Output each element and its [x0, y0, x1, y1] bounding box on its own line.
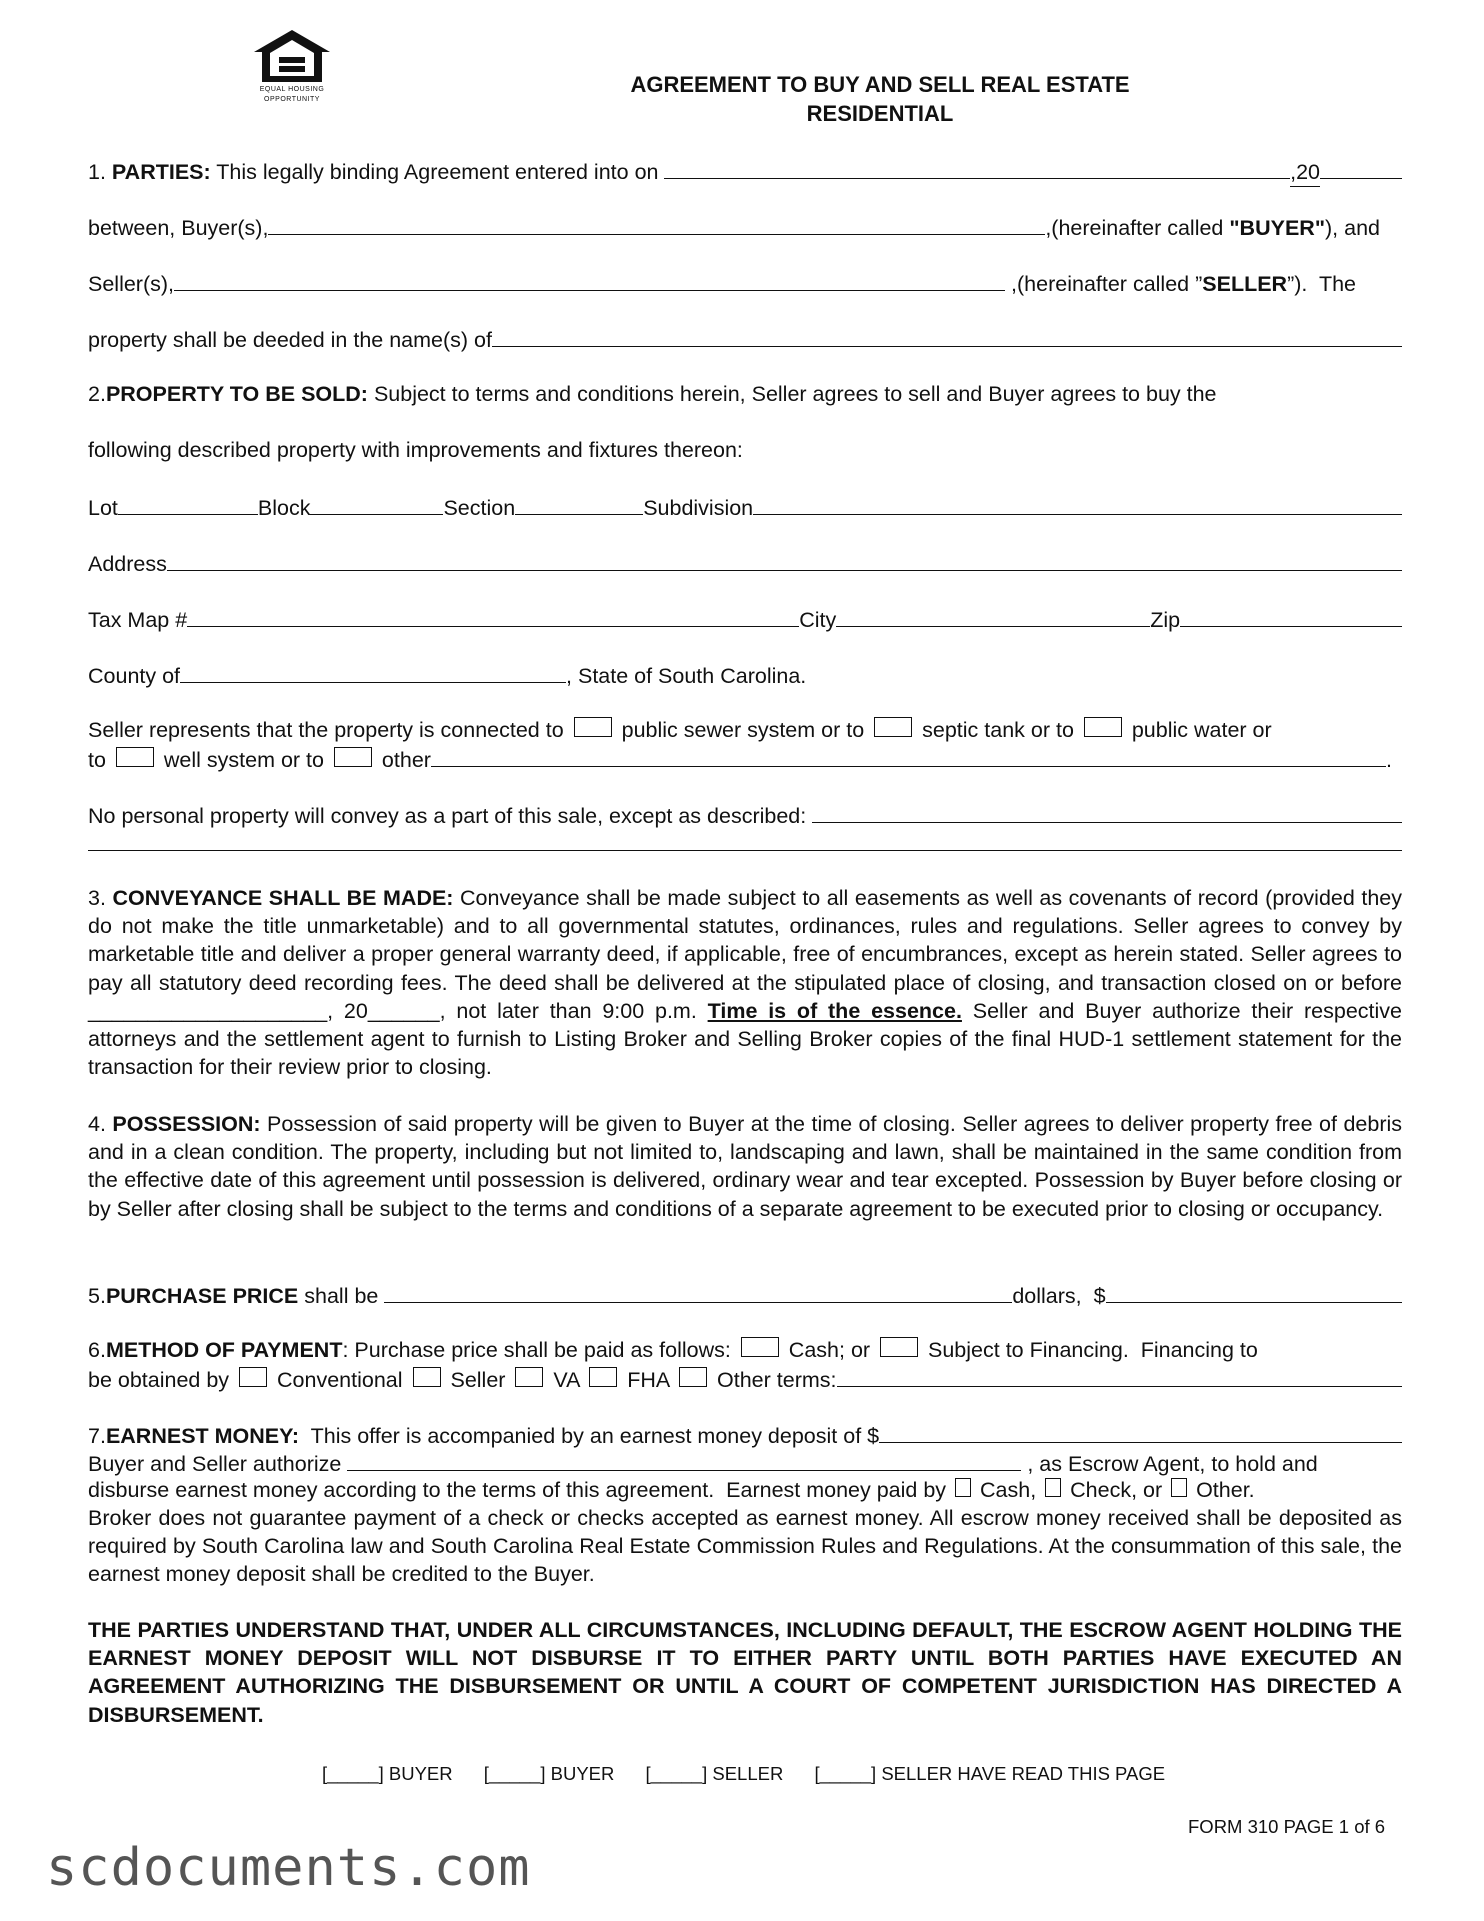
septic-tank-checkbox[interactable]	[874, 717, 912, 737]
s2-row-2	[88, 436, 1402, 464]
document-title	[560, 70, 1200, 128]
block-label: Block	[257, 496, 311, 520]
seller-financing-checkbox[interactable]	[413, 1367, 441, 1387]
agreement-date-field[interactable]	[664, 156, 1290, 179]
escrow-notice: THE PARTIES UNDERSTAND THAT, UNDER ALL CIRCUMSTANCES, INCLUDING DEFAULT, THE ESCROW AGENT HOLDING THE EARNEST MONEY DEPOSIT WILL NOT DISBURSE IT TO EITHER PARTY UNTIL BOTH PARTIES HAVE EXECUTED AN AGREEMENT AUTHORIZING THE DISBURSEMENT OR UNTIL A COURT OF COMPETENT JURISDICTION HAS DIRECTED A DISBURSEMENT.	[88, 1618, 1402, 1727]
buyer-called-bold: "BUYER"	[1229, 216, 1326, 240]
va-checkbox[interactable]	[515, 1367, 543, 1387]
seller-called-post: ”). The	[1287, 272, 1356, 296]
s1-text: This legally binding Agreement entered into on	[210, 160, 665, 184]
escrow-agent-field[interactable]	[347, 1448, 1021, 1471]
s1-row-3	[88, 268, 1402, 298]
s3-num: 3.	[88, 886, 113, 910]
agreement-year-field[interactable]	[1320, 156, 1402, 179]
s1-deeded-label: property shall be deeded in the name(s) of	[88, 328, 492, 352]
fha-label: FHA	[621, 1368, 676, 1392]
s1-row-1	[88, 156, 1402, 187]
seller-name-field[interactable]	[174, 268, 1005, 291]
closing-date-field[interactable]: ____________________	[88, 998, 328, 1023]
initials-row	[322, 1763, 1165, 1785]
subdivision-label: Subdivision	[643, 496, 754, 520]
other-utility-field[interactable]	[431, 744, 1386, 767]
buyer-initials-2[interactable]: [_____] BUYER	[483, 1763, 615, 1784]
well-system-label: well system or to	[157, 748, 330, 772]
s5-row	[88, 1280, 1402, 1310]
other-utility-checkbox[interactable]	[334, 747, 372, 767]
disburse-label: disburse earnest money according to the terms of this agreement. Earnest money paid by	[88, 1478, 953, 1502]
septic-tank-label: septic tank or to	[916, 718, 1080, 742]
watermark: scdocuments.com	[46, 1838, 531, 1898]
s2-county-row	[88, 660, 1402, 690]
s7-row-1	[88, 1420, 1402, 1450]
s7-num: 7.	[88, 1424, 106, 1448]
city-field[interactable]	[836, 604, 1150, 627]
other-utility-label: other	[375, 748, 431, 772]
earnest-other-label: Other.	[1190, 1478, 1255, 1502]
s3-heading: CONVEYANCE SHALL BE MADE:	[112, 886, 454, 910]
s6-text: : Purchase price shall be paid as follows:	[342, 1338, 737, 1362]
buyer-name-field[interactable]	[268, 212, 1045, 235]
section-field[interactable]	[515, 492, 643, 515]
s2-lot-row	[88, 492, 1402, 522]
city-label: City	[799, 608, 837, 632]
s2-utilities-row-1	[88, 716, 1402, 744]
purchase-price-amount-field[interactable]	[1106, 1280, 1402, 1303]
obtained-by-label: be obtained by	[88, 1368, 236, 1392]
deed-names-field[interactable]	[492, 324, 1402, 347]
financing-checkbox[interactable]	[880, 1337, 918, 1357]
s7-paragraph	[88, 1504, 1402, 1589]
taxmap-label: Tax Map #	[88, 608, 188, 632]
seller-called-bold: SELLER	[1202, 272, 1288, 296]
s3-paragraph	[88, 884, 1402, 1081]
taxmap-field[interactable]	[187, 604, 799, 627]
state-label: , State of South Carolina.	[566, 664, 807, 688]
public-water-label: public water or	[1125, 718, 1272, 742]
fha-checkbox[interactable]	[589, 1367, 617, 1387]
logo-text-1: EQUAL HOUSING	[259, 86, 325, 93]
s6-row-2	[88, 1364, 1402, 1394]
earnest-other-checkbox[interactable]	[1171, 1478, 1187, 1497]
s6-num: 6.	[88, 1338, 106, 1362]
authorize-label: Buyer and Seller authorize	[88, 1452, 348, 1476]
earnest-check-checkbox[interactable]	[1045, 1478, 1061, 1497]
personal-property-label: No personal property will convey as a part of this sale, except as described:	[88, 804, 813, 828]
seller-financing-label: Seller	[444, 1368, 512, 1392]
s4-paragraph	[88, 1110, 1402, 1223]
earnest-check-label: Check, or	[1064, 1478, 1169, 1502]
s2-personal-row	[88, 800, 1402, 830]
s2-utilities-row-2	[88, 744, 1402, 774]
conventional-label: Conventional	[271, 1368, 409, 1392]
section-label: Section	[443, 496, 516, 520]
s7-rest-text: Broker does not guarantee payment of a check or checks accepted as earnest money. All escrow money received shall be deposited as required by South Carolina law and South Carolina Real Estate Commission Rules and Regulations. At the consummation of this sale, the earnest money deposit shall be credited to the Buyer.	[88, 1506, 1402, 1587]
s2-line-2: following described property with improvements and fixtures thereon:	[88, 438, 743, 462]
s5-num: 5.	[88, 1284, 106, 1308]
s2-text: Subject to terms and conditions herein, Seller agrees to sell and Buyer agrees to buy the	[367, 382, 1217, 406]
buyer-initials-1[interactable]: [_____] BUYER	[322, 1763, 453, 1784]
financing-label: Subject to Financing. Financing to	[922, 1338, 1258, 1362]
s1-num: 1.	[88, 160, 106, 184]
seller-initials-1[interactable]: [_____] SELLER	[645, 1763, 784, 1784]
equal-housing-logo	[248, 28, 336, 104]
s4-heading: POSSESSION:	[112, 1112, 261, 1136]
s1-row-4	[88, 324, 1402, 354]
county-field[interactable]	[180, 660, 566, 683]
title-line-2: RESIDENTIAL	[806, 101, 954, 126]
address-label: Address	[88, 552, 167, 576]
s1-row-2	[88, 212, 1402, 242]
zip-field[interactable]	[1180, 604, 1402, 627]
s2-taxmap-row	[88, 604, 1402, 634]
s2-num: 2.	[88, 382, 106, 406]
seller-initials-2[interactable]: [_____] SELLER HAVE READ THIS PAGE	[814, 1763, 1166, 1784]
lot-label: Lot	[88, 496, 118, 520]
cash-label: Cash; or	[782, 1338, 877, 1362]
earnest-money-amount-field[interactable]	[879, 1420, 1402, 1443]
equal-housing-house-icon	[252, 28, 332, 84]
logo-text-2: OPPORTUNITY	[264, 96, 320, 103]
s4-text: Possession of said property will be given to Buyer at the time of closing. Seller agrees to deliver property free of debris and in a clean condition. The property, including but not limited to, landscaping and lawn, shall be maintained in the same condition from the effective date of this agreement until possession is delivered, ordinary wear and tear excepted. Possession by Buyer before closing or by Seller after closing shall be subject to the terms and conditions of a separate agreement to be executed prior to closing or occupancy.	[88, 1112, 1403, 1221]
s5-heading: PURCHASE PRICE	[105, 1284, 299, 1308]
s6-heading: METHOD OF PAYMENT	[105, 1338, 343, 1362]
s2-row-1	[88, 380, 1402, 408]
buyer-called-post: ), and	[1325, 216, 1380, 240]
seller-called-pre: ,(hereinafter called ”	[1005, 272, 1203, 296]
purchase-price-words-field[interactable]	[384, 1280, 1012, 1303]
closing-year-field[interactable]: ______	[367, 998, 440, 1023]
other-terms-checkbox[interactable]	[679, 1367, 707, 1387]
subdivision-field[interactable]	[753, 492, 1402, 515]
s3-text-3: Seller and Buyer authorize their respective attorneys and the settlement agent to furnish to Listing Broker and Selling Broker copies of the final HUD-1 settlement statement for the transaction for their review prior to closing.	[88, 998, 1403, 1080]
conventional-checkbox[interactable]	[239, 1367, 267, 1387]
buyer-called-pre: ,(hereinafter called	[1045, 216, 1230, 240]
s4-num: 4.	[88, 1112, 113, 1136]
s7-row-2	[88, 1448, 1402, 1478]
s7-heading: EARNEST MONEY:	[105, 1424, 300, 1448]
s3-text-2: , not later than 9:00 p.m.	[439, 998, 708, 1023]
dollars-label: dollars, $	[1012, 1284, 1106, 1308]
utilities-period: .	[1386, 748, 1392, 772]
s3-year-label: , 20	[327, 998, 368, 1023]
form-page-number: FORM 310 PAGE 1 of 6	[1188, 1816, 1386, 1837]
s1-year-label: ,20	[1290, 158, 1320, 187]
time-essence-text: Time is of the essence.	[707, 998, 962, 1023]
s5-text: shall be	[298, 1284, 385, 1308]
address-field[interactable]	[167, 548, 1402, 571]
s1-heading: PARTIES:	[111, 160, 211, 184]
s6-row-1	[88, 1336, 1402, 1364]
public-water-checkbox[interactable]	[1084, 717, 1122, 737]
public-sewer-checkbox[interactable]	[574, 717, 612, 737]
s2-address-row	[88, 548, 1402, 578]
personal-property-field-2[interactable]	[88, 850, 1402, 851]
public-sewer-label: public sewer system or to	[615, 718, 871, 742]
utilities-label: Seller represents that the property is connected to	[88, 718, 570, 742]
county-label: County of	[88, 664, 181, 688]
lot-field[interactable]	[118, 492, 258, 515]
title-line-1: AGREEMENT TO BUY AND SELL REAL ESTATE	[630, 72, 1130, 97]
s1-between-label: between, Buyer(s),	[88, 216, 269, 240]
s7-row-3	[88, 1476, 1402, 1504]
cash-checkbox[interactable]	[741, 1337, 779, 1357]
other-terms-field[interactable]	[837, 1364, 1403, 1387]
earnest-cash-label: Cash,	[974, 1478, 1043, 1502]
va-label: VA	[547, 1368, 586, 1392]
other-terms-label: Other terms:	[711, 1368, 837, 1392]
earnest-cash-checkbox[interactable]	[955, 1478, 971, 1497]
s3-text-1: Conveyance shall be made subject to all easements as well as covenants of record (provided they do not make the title unmarketable) and to all governmental statutes, ordinances, rules and regulations. Seller agrees to convey by marketable title and deliver a proper general warranty deed, if applicable, free of encumbrances, except as herein stated. Seller agrees to pay all statutory deed recording fees. The deed shall be delivered at the stipulated place of closing, and transaction closed on or before	[88, 886, 1403, 995]
s2-heading: PROPERTY TO BE SOLD:	[105, 382, 368, 406]
escrow-agent-label: , as Escrow Agent, to hold and	[1021, 1452, 1318, 1476]
personal-property-field-1[interactable]	[812, 800, 1402, 823]
zip-label: Zip	[1150, 608, 1181, 632]
s7-text: This offer is accompanied by an earnest money deposit of $	[299, 1424, 880, 1448]
block-field[interactable]	[310, 492, 443, 515]
well-system-checkbox[interactable]	[116, 747, 154, 767]
to-label: to	[88, 748, 112, 772]
s1-sellers-label: Seller(s),	[88, 272, 175, 296]
